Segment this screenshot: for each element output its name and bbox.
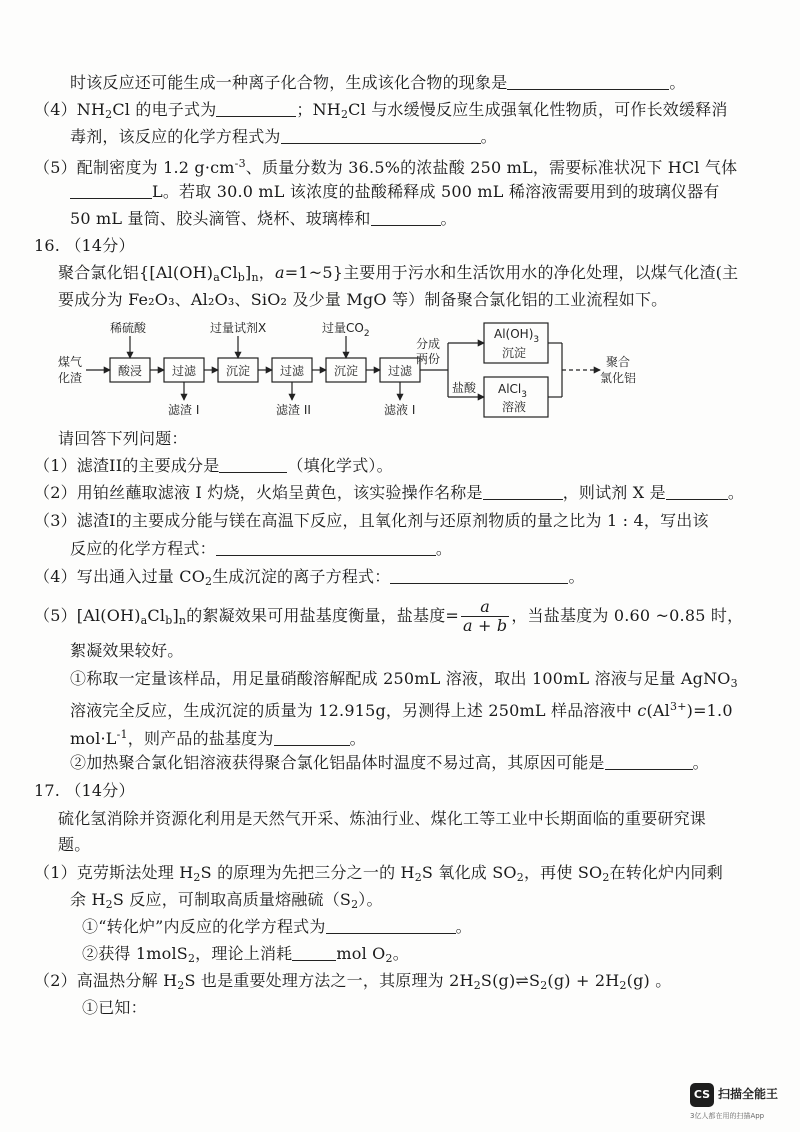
answer-blank[interactable]	[216, 539, 436, 556]
flow-product-line2: 氯化铝	[600, 371, 637, 385]
flow-split-line1: 分成	[416, 337, 441, 351]
flow-top-box-line2: 沉淀	[502, 346, 527, 360]
answer-blank[interactable]	[70, 182, 152, 199]
q15-part5-line2: L。若取 30.0 mL 该浓度的盐酸稀释成 500 mL 稀溶液需要用到的玻璃仪器有	[70, 181, 720, 203]
flow-reagent-x: 过量试剂X	[210, 321, 267, 335]
q15-part4-line2: 毒剂，该反应的化学方程式为 。	[70, 127, 497, 146]
answer-blank[interactable]	[507, 73, 669, 90]
q16-part1: （1）滤渣II的主要成分是 （填化学式）。	[34, 456, 393, 475]
flow-start-line2: 化渣	[58, 371, 83, 385]
process-flow-diagram	[52, 318, 692, 422]
answer-blank[interactable]	[326, 917, 456, 934]
flow-product-line1: 聚合	[606, 355, 631, 369]
answer-blank[interactable]	[219, 456, 287, 473]
q16-prompt: 请回答下列问题：	[58, 429, 188, 448]
q17-part1-line1: （1）克劳斯法处理 $H_2S$ 的原理为先把三分之一的 $H_2S$ 氧化成 $SO_2$，再使 $SO_2$在转化炉内同剩	[34, 863, 723, 884]
q17-sub3: ①已知：	[82, 998, 147, 1017]
flow-step-precip2: 沉淀	[334, 364, 359, 378]
watermark-brand: 扫描全能王	[718, 1087, 779, 1101]
watermark-tagline: 3亿人都在用的扫描App	[690, 1112, 765, 1120]
flow-residue2: 滤渣 II	[276, 403, 311, 417]
answer-blank[interactable]	[281, 127, 481, 144]
answer-blank[interactable]	[666, 483, 728, 500]
q17-intro-line2: 题。	[58, 835, 91, 854]
q17-sub1: ①“转化炉”内反应的化学方程式为 。	[82, 917, 472, 936]
flow-split-line2: 两份	[416, 352, 441, 366]
q16-sub1-line1: ①称取一定量该样品，用足量硝酸溶解配成 250mL 溶液，取出 100mL 溶液与足量 AgNO$_3$	[70, 669, 738, 690]
q16-part4: （4）写出通入过量 $CO_2$生成沉淀的离子方程式： 。	[34, 567, 585, 588]
flow-bottom-box-line1: AlCl$_3$	[498, 382, 527, 400]
answer-blank[interactable]	[274, 729, 350, 746]
flow-step-filter2: 过滤	[280, 364, 305, 378]
q16-part3-line2: 反应的化学方程式： 。	[70, 539, 453, 558]
scanner-watermark	[690, 1083, 796, 1123]
q16-sub2: ②加热聚合氯化铝溶液获得聚合氯化铝晶体时温度不易过高，其原因可能是 。	[70, 753, 709, 772]
equilibrium-arrow-icon: ⇌	[515, 971, 530, 990]
q16-part5-line1: $(5)[Al(OH)_aCl_b]_n$的絮凝效果可用盐基度衡量，盐基度= $\frac{a}{a + b}$ ，当盐基度为 0.60 ~0.85 时，	[34, 597, 744, 635]
answer-blank[interactable]	[371, 209, 441, 226]
q16-sub1-line2: 溶液完全反应，生成沉淀的质量为 12.915g，另测得上述 250mL 样品溶液中 $c(Al^{3+})=1.0$	[70, 700, 733, 720]
flow-start-line1: 煤气	[58, 355, 83, 369]
flow-residue1: 滤渣 I	[168, 403, 200, 417]
answer-blank[interactable]	[483, 483, 563, 500]
flow-step-filter1: 过滤	[172, 364, 197, 378]
flow-bottom-box-line2: 溶液	[502, 400, 527, 414]
flow-acid-label: 盐酸	[452, 381, 477, 395]
q16-part2: （2）用铂丝蘸取滤液 I 灼烧，火焰呈黄色，该实验操作名称是 ，则试剂 X 是 。	[34, 483, 745, 502]
flow-top-box-line1: $Al(OH)_3$	[494, 327, 540, 345]
basicity-fraction: $\frac{a}{a + b}$	[463, 597, 508, 635]
q15-part4-line1: $(4)NH_2Cl$ 的电子式为 ；$NH_2Cl$ 与水缓慢反应生成强氧化性物质，可作长效缓释消	[34, 100, 728, 121]
q15-part5-line3: 50 mL 量筒、胶头滴管、烧杯、玻璃棒和 。	[70, 209, 457, 228]
camscanner-logo-icon: CS	[690, 1083, 714, 1107]
flow-reagent-co2: 过量$CO_2$	[322, 321, 370, 339]
q16-intro-line1: 聚合氯化铝{$[Al(OH)_aCl_b]_n$，a=1~5}主要用于污水和生活饮用水的净化处理，以煤气化渣(主	[58, 263, 739, 284]
answer-blank[interactable]	[390, 567, 568, 584]
q17-sub2: ②获得 1molS$_2$，理论上消耗 mol $O_2$。	[82, 944, 409, 965]
q16-header: 16. （14分）	[34, 236, 135, 255]
flow-filtrate: 滤液 I	[384, 403, 416, 417]
q15-part5-line1: （5）配制密度为 1.2 $g\cdot cm^{-3}$、质量分数为 36.5%的浓盐酸 250 mL，需要标准状况下 HCl 气体	[34, 157, 738, 177]
flow-step-leach: 酸浸	[118, 364, 143, 378]
q16-sub1-line3: $mol\cdot L^{-1}$，则产品的盐基度为 。	[70, 728, 366, 748]
q17-part2: （2）高温热分解 $H_2S$ 也是重要处理方法之一，其原理为 $2H_2S(g)\rightleftharpoons S_2(g) + 2H_2(g)$ 。	[34, 971, 672, 992]
answer-blank[interactable]	[605, 753, 693, 770]
q16-intro-line2: 要成分为 Fe₂O₃、Al₂O₃、SiO₂ 及少量 MgO 等）制备聚合氯化铝的工业流程如下。	[58, 290, 668, 309]
answer-blank[interactable]	[216, 100, 296, 117]
q17-part1-line2: 余 $H_2S$ 反应，可制取高质量熔融硫$(S_2)$。	[70, 890, 383, 911]
q17-header: 17. （14分）	[34, 781, 135, 800]
q17-intro-line1: 硫化氢消除并资源化利用是天然气开采、炼油行业、煤化工等工业中长期面临的重要研究课	[58, 809, 707, 828]
q16-part5-line2: 絮凝效果较好。	[70, 641, 184, 660]
q16-part3-line1: （3）滤渣I的主要成分能与镁在高温下反应，且氧化剂与还原剂物质的量之比为 1 : 4，写出该	[34, 511, 709, 530]
answer-blank[interactable]	[292, 944, 336, 961]
q15-line0: 时该反应还可能生成一种离子化合物，生成该化合物的现象是 。	[70, 73, 686, 92]
flow-step-filter3: 过滤	[388, 364, 413, 378]
flow-step-precip1: 沉淀	[226, 364, 251, 378]
flow-reagent-sulfuric: 稀硫酸	[110, 321, 147, 335]
